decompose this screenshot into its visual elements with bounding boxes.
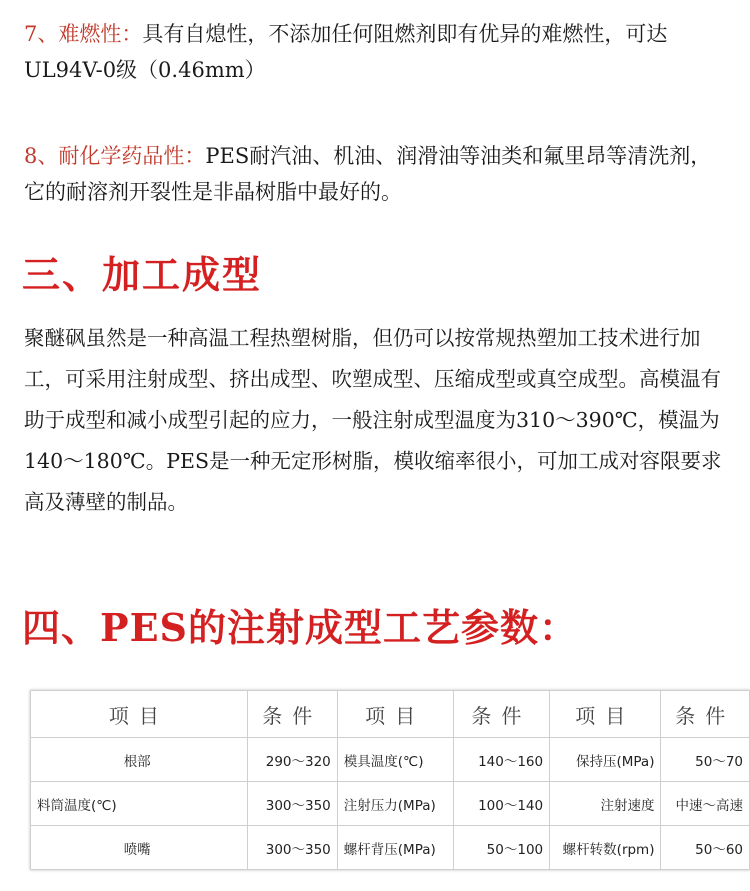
table-cell: 中速～高速: [661, 782, 750, 826]
table-cell: 注射压力(MPa): [337, 782, 453, 826]
table-cell: 50～100: [453, 826, 550, 870]
table-cell: 300～350: [247, 826, 337, 870]
table-cell: 290～320: [247, 738, 337, 782]
paragraph-flame-retardancy: [24, 16, 729, 88]
table-cell: 喷嘴: [31, 826, 248, 870]
table-cell: 300～350: [247, 782, 337, 826]
table-header-cell: 条件: [247, 691, 337, 738]
paragraph-chemical-resistance: [24, 138, 729, 210]
table-cell: 100～140: [453, 782, 550, 826]
table-row: [31, 738, 750, 782]
paragraph-text: 具有自熄性，不添加任何阻燃剂即有优异的难燃性，可达UL94V-0级（0.46mm）: [24, 22, 668, 82]
paragraph-lead: 7、难燃性：: [24, 22, 143, 46]
injection-parameters-table: [30, 690, 750, 870]
table-cell: 螺杆背压(MPa): [337, 826, 453, 870]
section-heading-injection-params: 四、PES的注射成型工艺参数：: [22, 605, 578, 650]
table-row: [31, 826, 750, 870]
table-cell: 根部: [31, 738, 248, 782]
table-header-row: [31, 691, 750, 738]
table-cell: 料筒温度(℃): [31, 782, 248, 826]
table-cell: 50～70: [661, 738, 750, 782]
paragraph-lead: 8、耐化学药品性：: [24, 144, 206, 168]
table-header-cell: 项目: [31, 691, 248, 738]
table-cell: 50～60: [661, 826, 750, 870]
table-header-cell: 项目: [337, 691, 453, 738]
table-cell: 注射速度: [550, 782, 661, 826]
table-cell: 140～160: [453, 738, 550, 782]
table-header-cell: 条件: [453, 691, 550, 738]
table-cell: 螺杆转数(rpm): [550, 826, 661, 870]
table-cell: 保持压(MPa): [550, 738, 661, 782]
table-row: [31, 782, 750, 826]
section-heading-processing: 三、加工成型: [22, 252, 263, 297]
paragraph-processing: 聚醚砜虽然是一种高温工程热塑树脂，但仍可以按常规热塑加工技术进行加工，可采用注射成型、挤出成型、吹塑成型、压缩成型或真空成型。高模温有助于成型和减小成型引起的应力，一般注射成型温度为310～390℃，模温为140～180℃。PES是一种无定形树脂，模收缩率很小，可加工成对容限要求高及薄壁的制品。: [24, 326, 722, 514]
paragraph-text: PES耐汽油、机油、润滑油等油类和氟里昂等清洗剂，它的耐溶剂开裂性是非晶树脂中最好的。: [24, 144, 712, 204]
table-header-cell: 条件: [661, 691, 750, 738]
table-header-cell: 项目: [550, 691, 661, 738]
table-cell: 模具温度(℃): [337, 738, 453, 782]
